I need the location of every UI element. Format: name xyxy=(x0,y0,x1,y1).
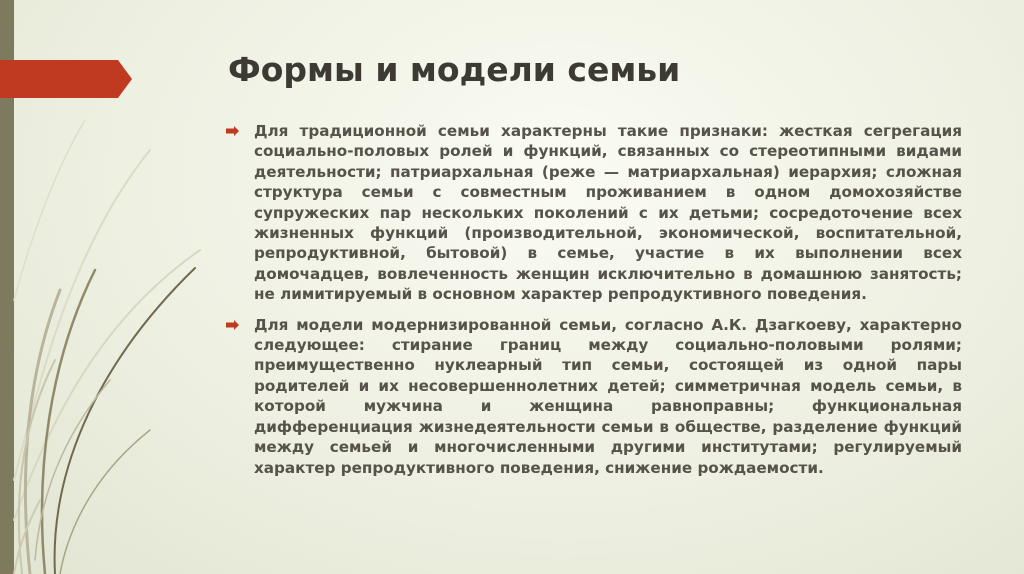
slide-title: Формы и модели семьи xyxy=(228,50,681,89)
title-accent-flag xyxy=(0,0,140,120)
bullet-text: Для традиционной семьи характерны такие признаки: жесткая сегрегация социально-половых ролей и функций, связанных со стереотипными видами деятельности; патриархальная (реже — матриархальная) иерархия; сложная структура семьи с совместным проживанием в одном домохозяйстве супружеских пар нескольких поколений с их детьми; сосредоточение всех жизненных функций (производительной, экономической, воспитательной, репродуктивной, бытовой) в семье, участие в их выполнении всех домочадцев, вовлеченность женщин исключительно в домашнюю занятость; не лимитируемый в основном характер репродуктивного поведения. xyxy=(254,122,962,304)
arrow-bullet-icon xyxy=(226,126,239,136)
bullet-traditional-family xyxy=(226,121,962,305)
bullet-text: Для модели модернизированной семьи, согласно А.К. Дзагкоеву, характерно следующее: стирание границ между социально-половыми ролями; преимущественно нуклеарный тип семьи, состоящей из одной пары родителей и их несовершеннолетних детей; симметричная модель семьи, в которой мужчина и женщина равноправны; функциональная дифференциация жизнедеятельности семьи в обществе, разделение функций между семьей и многочисленными другими институтами; регулируемый характер репродуктивного поведения, снижение рождаемости. xyxy=(254,315,962,477)
bullet-modernized-family xyxy=(226,315,962,478)
arrow-bullet-icon xyxy=(226,320,239,330)
slide-content xyxy=(226,121,962,488)
